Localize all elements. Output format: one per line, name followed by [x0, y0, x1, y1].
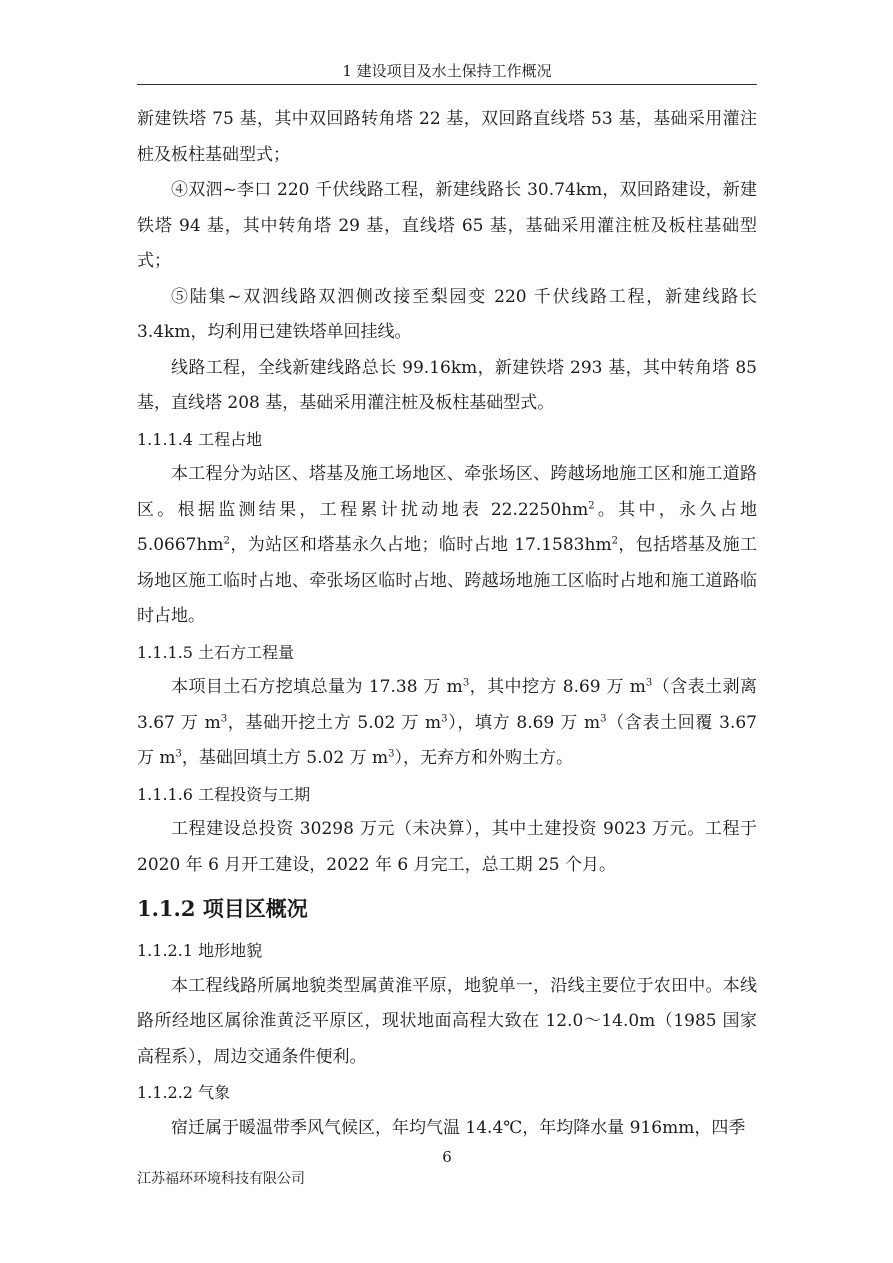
superscript: 3	[441, 712, 448, 724]
superscript: 2	[223, 535, 230, 547]
text-run: ，包括塔基及施工场地区施工临时占地、牵张场区临时占地、跨越场地施工区临时占地和施工道路临时占地。	[137, 535, 758, 626]
paragraph	[137, 670, 757, 777]
text-run: ），无弃方和外购土方。	[394, 748, 573, 768]
section-heading: 1.1.2.1 地形地貌	[137, 941, 263, 960]
paragraph: ⑤陆集~双泗线路双泗侧改接至梨园变 220 千伏线路工程，新建线路长 3.4km，均利用已建铁塔单回挂线。	[137, 286, 757, 342]
section-heading: 1.1.2.2 气象	[137, 1083, 231, 1102]
superscript: 3	[600, 712, 607, 724]
superscript: 2	[611, 535, 618, 547]
text-run: ，为站区和塔基永久占地；临时占地 17.1583hm	[229, 535, 612, 555]
text-run: （含表土回覆 3.67 万 m	[137, 712, 757, 768]
text-run: ），填方 8.69 万 m	[447, 712, 601, 733]
paragraph: 线路工程，全线新建线路总长 99.16km，新建铁塔 293 基，其中转角塔 85 基，直线塔 208 基，基础采用灌注桩及板柱基础型式。	[137, 357, 757, 413]
text-run: 本工程分为站区、塔基及施工场地区、牵张场区、跨越场地施工区和施工道路区。根据监测结果，工程累计扰动地表 22.2250hm	[137, 464, 757, 520]
superscript: 3	[388, 748, 395, 760]
text-run: （含表土剥离 3.67 万 m	[137, 677, 758, 733]
superscript: 3	[462, 677, 470, 689]
superscript: 2	[588, 499, 595, 511]
page-body	[137, 102, 757, 1146]
superscript: 3	[645, 677, 653, 689]
text-run: ，基础回填土方 5.02 万 m	[181, 748, 389, 768]
text-run: 本项目土石方挖填总量为 17.38 万 m	[171, 677, 463, 697]
superscript: 3	[220, 712, 228, 724]
text-run: 。其中，永久占地 5.0667hm	[137, 499, 757, 555]
paragraph: 本工程线路所属地貌类型属黄淮平原，地貌单一，沿线主要位于农田中。本线路所经地区属徐淮黄泛平原区，现状地面高程大致在 12.0～14.0m（1985 国家高程系），周边交通条件便利。	[137, 975, 757, 1067]
section-heading: 1.1.1.4 工程占地	[137, 429, 263, 449]
section-heading: 1.1.1.5 土石方工程量	[137, 642, 295, 662]
paragraph: 宿迁属于暖温带季风气候区，年均气温 14.4℃，年均降水量 916mm，四季	[171, 1117, 746, 1138]
paragraph: ④双泗~李口 220 千伏线路工程，新建线路长 30.74km，双回路建设，新建铁塔 94 基，其中转角塔 29 基，直线塔 65 基，基础采用灌注桩及板柱基础型式；	[137, 180, 757, 271]
chapter-heading: 1.1.2 项目区概况	[137, 896, 308, 921]
paragraph: 工程建设总投资 30298 万元（未决算），其中土建投资 9023 万元。工程于 2020 年 6 月开工建设，2022 年 6 月完工，总工期 25 个月。	[137, 819, 757, 875]
superscript: 3	[175, 748, 182, 760]
header-divider	[137, 84, 757, 85]
text-run: ，基础开挖土方 5.02 万 m	[227, 712, 442, 733]
footer-company: 江苏福环环境科技有限公司	[137, 1171, 305, 1187]
page-number: 6	[442, 1148, 452, 1166]
page-header: 1 建设项目及水土保持工作概况	[342, 62, 552, 80]
text-run: ，其中挖方 8.69 万 m	[469, 677, 646, 697]
paragraph	[137, 457, 757, 635]
section-heading: 1.1.1.6 工程投资与工期	[137, 784, 311, 804]
paragraph: 新建铁塔 75 基，其中双回路转角塔 22 基，双回路直线塔 53 基，基础采用灌注桩及板柱基础型式；	[137, 109, 757, 165]
